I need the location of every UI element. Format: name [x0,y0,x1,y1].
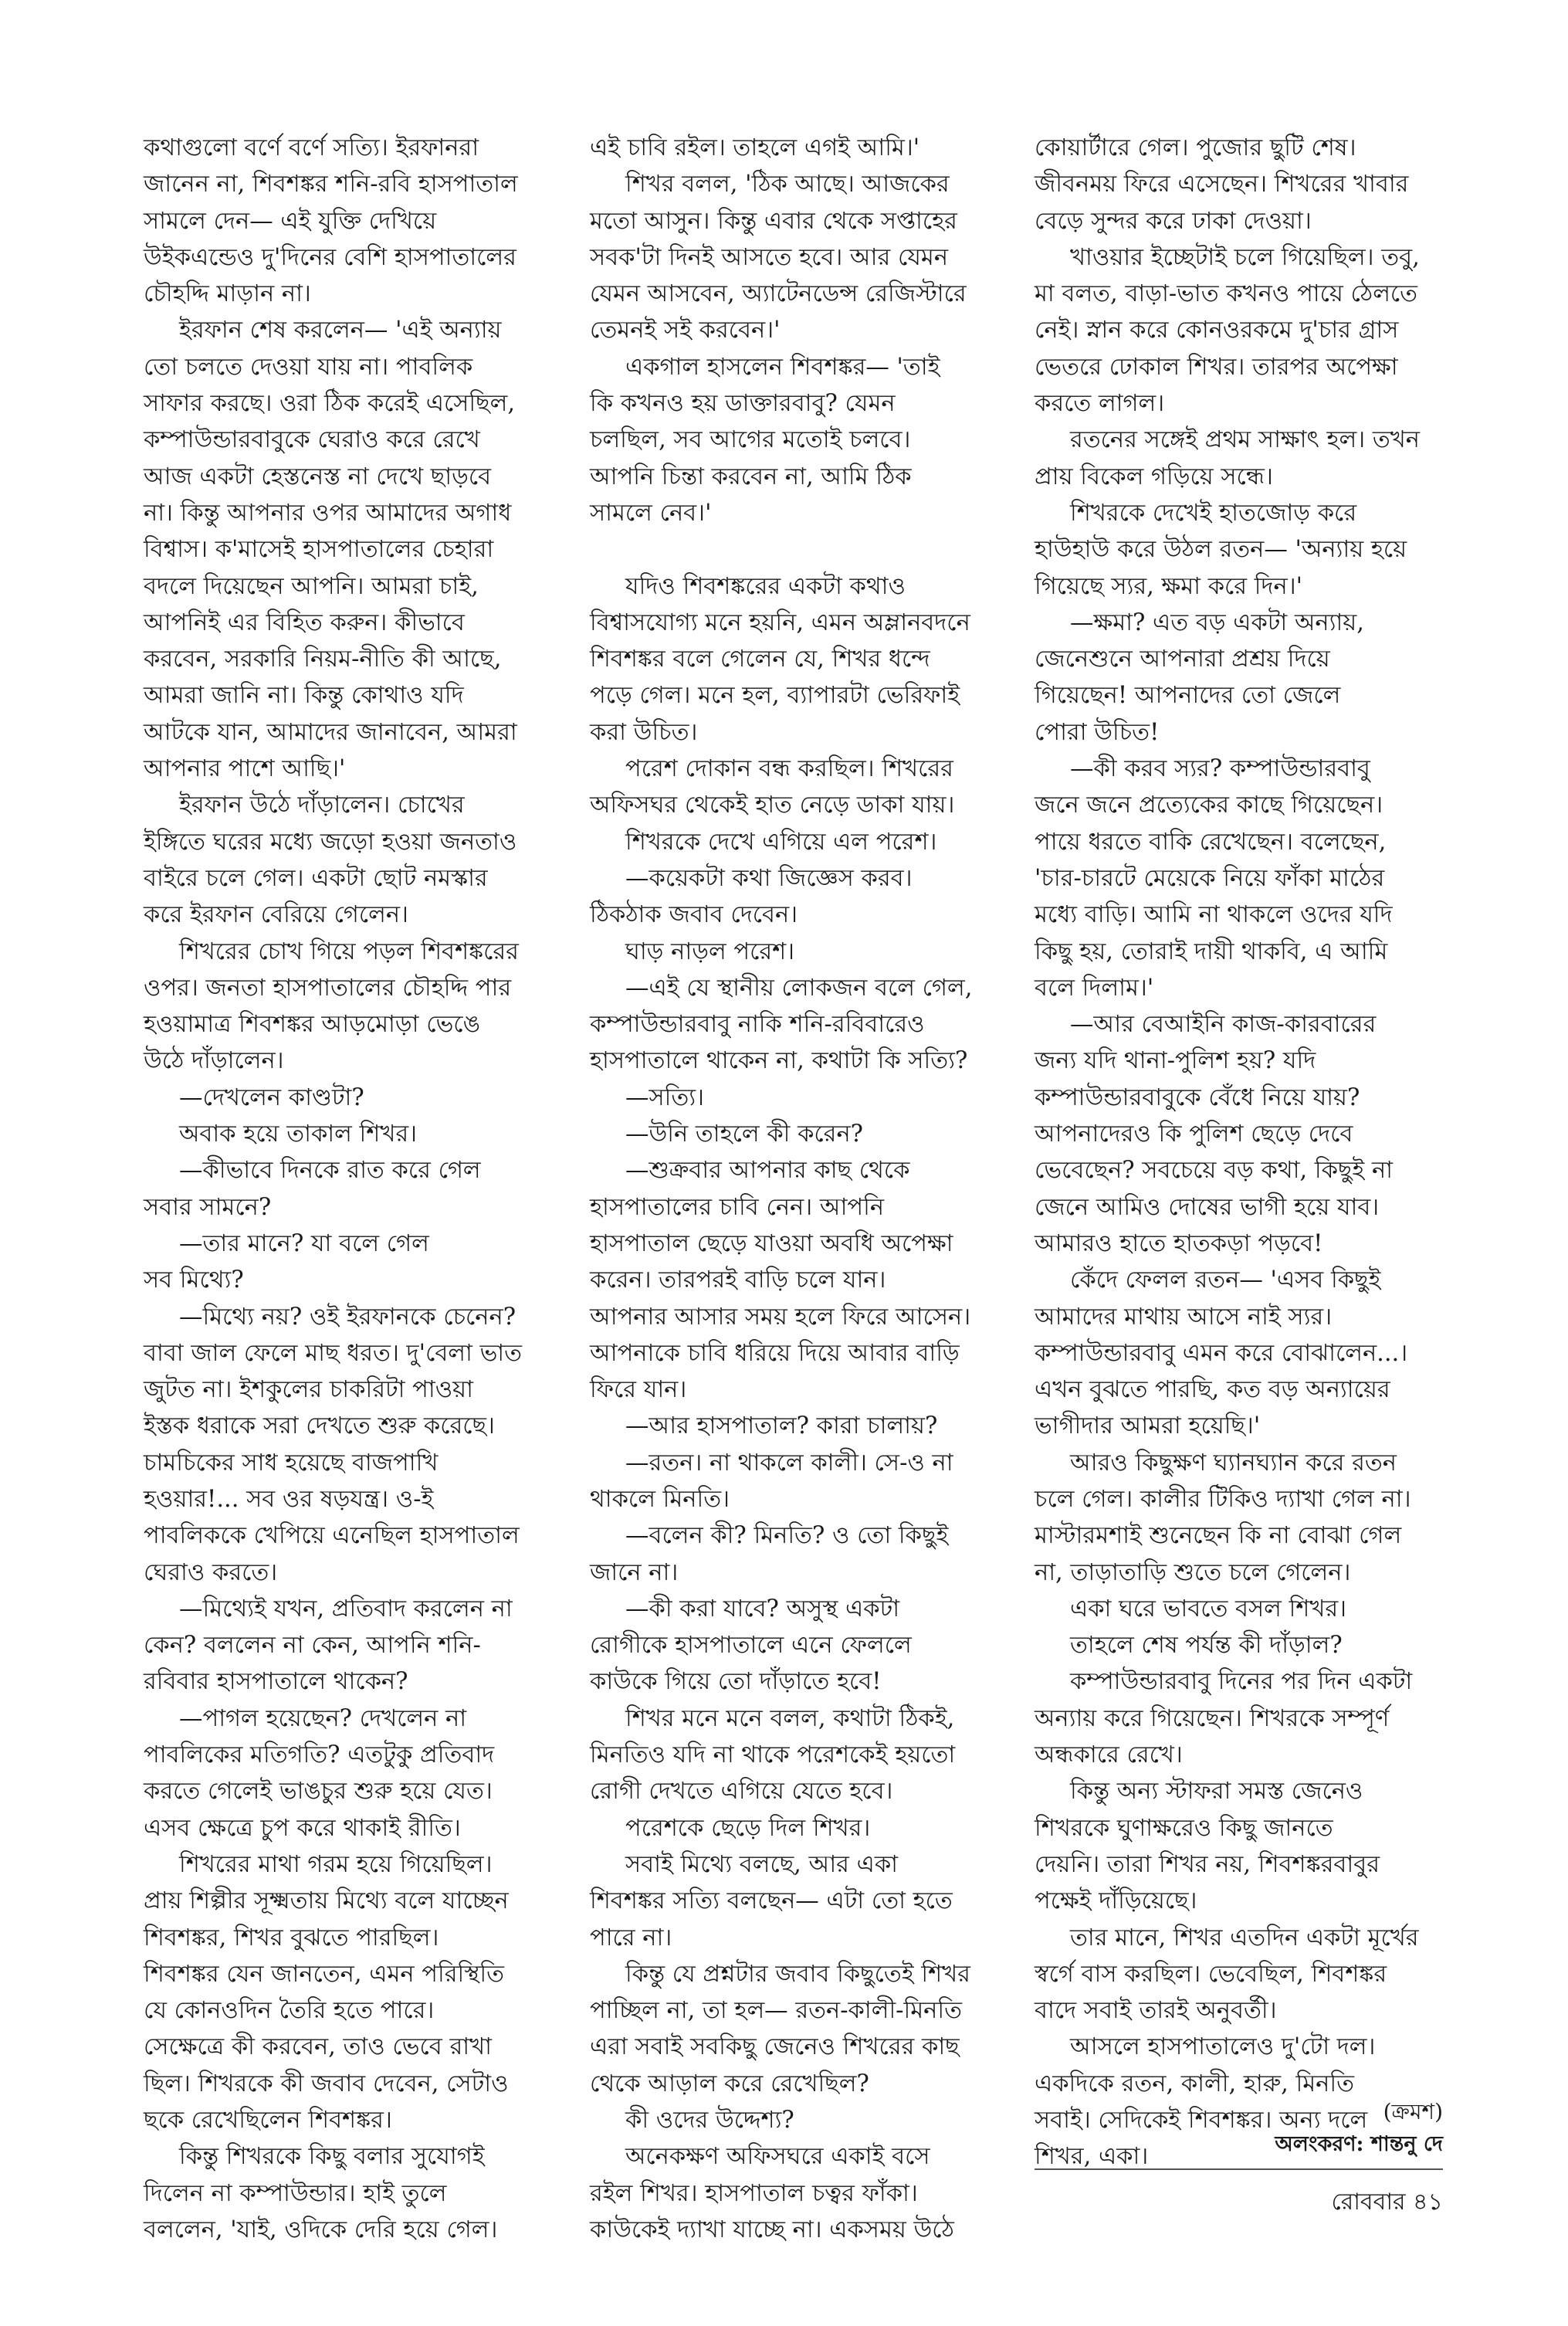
text-line: ভাগীদার আমরা হয়েছি।' [1035,1412,1261,1440]
text-line: পোরা উচিত! [1035,718,1160,746]
text-line: এই চাবি রইল। তাহলে এগই আমি।' [590,134,920,161]
text-line: শিখরের চোখ গিয়ে পড়ল শিবশঙ্করের [179,938,519,965]
text-line: —কী করব স্যর? কম্পাউন্ডারবাবু [1070,755,1370,783]
text-line: করে ইরফান বেরিয়ে গেলেন। [144,901,408,929]
text-line: সামলে নেব।' [590,499,712,527]
text-line: প্রায় বিকেল গড়িয়ে সন্ধে। [1035,463,1273,490]
text-line: পায়ে ধরতে বাকি রেখেছেন। বলেছেন, [1035,828,1387,856]
text-line: জেনে আমিও দোষের ভাগী হয়ে যাব। [1035,1193,1380,1221]
text-line: চৌহদ্দি মাড়ান না। [144,280,311,308]
text-line: কম্পাউন্ডারবাবু নাকি শনি-রবিবারেও [590,1011,925,1039]
text-line: ছকে রেখেছিলেন শিবশঙ্কর। [144,2107,392,2134]
text-line: মধ্যে বাড়ি। আমি না থাকলে ওদের যদি [1035,901,1393,929]
text-line: শিবশঙ্কর বলে গেলেন যে, শিখর ধন্দে [590,646,930,673]
text-line: নেই। স্নান করে কোনওরকমে দু'চার গ্রাস [1035,317,1399,344]
text-line: শিবশঙ্কর সত্যি বলছেন— এটা তো হতে [590,1887,953,1915]
text-line: কেঁদে ফেলল রতন— 'এসব কিছুই [1070,1266,1381,1294]
text-line: জনে জনে প্রত্যেকের কাছে গিয়েছেন। [1035,792,1383,819]
text-line: ওপর। জনতা হাসপাতালের চৌহদ্দি পার [144,974,512,1002]
text-line: দেয়নি। তারা শিখর নয়, শিবশঙ্করবাবুর [1035,1850,1380,1878]
text-line: ইরফান উঠে দাঁড়ালেন। চোখের [179,792,465,819]
text-line: —শুক্রবার আপনার কাছ থেকে [625,1157,910,1185]
text-line: ঘাড় নাড়ল পরেশ। [625,938,795,965]
text-line: পড়ে গেল। মনে হল, ব্যাপারটা ভেরিফাই [590,682,960,710]
text-line: হওয়ামাত্র শিবশঙ্কর আড়মোড়া ভেঙে [144,1011,480,1039]
text-line [590,531,1045,568]
text-line: জানেন না, শিবশঙ্কর শনি-রবি হাসপাতাল [144,171,518,198]
text-line: কথাগুলো বর্ণে বর্ণে সত্যি। ইরফানরা [144,134,479,161]
text-line: চামচিকের সাধ হয়েছে বাজপাখি [144,1449,439,1477]
text-line: ইরফান শেষ করলেন— 'এই অন্যায় [179,317,502,344]
text-line: বদলে দিয়েছেন আপনি। আমরা চাই, [144,572,479,600]
text-line: জীবনময় ফিরে এসেছেন। শিখরের খাবার [1035,171,1409,198]
text-line: বিশ্বাসযোগ্য মনে হয়নি, এমন অম্লানবদনে [590,609,970,636]
text-line: শিখরকে দেখেই হাতজোড় করে [1070,499,1357,527]
text-line: —মিথ্যেই যখন, প্রতিবাদ করলেন না [179,1595,513,1622]
text-line: পাবলিককে খেপিয়ে এনেছিল হাসপাতাল [144,1522,520,1550]
text-line: —বলেন কী? মিনতি? ও তো কিছুই [625,1522,949,1550]
text-line: সেক্ষেত্রে কী করবেন, তাও ভেবে রাখা [144,2033,492,2061]
text-line: পাচ্ছিল না, তা হল— রতন-কালী-মিনতি [590,1997,962,2025]
text-line: তেমনই সই করবেন।' [590,317,781,344]
text-line: —পাগল হয়েছেন? দেখলেন না [179,1704,467,1732]
text-line: পক্ষেই দাঁড়িয়েছে। [1035,1887,1197,1915]
text-line: কম্পাউন্ডারবাবু দিনের পর দিন একটা [1070,1668,1413,1696]
text-line: সবক'টা দিনই আসতে হবে। আর যেমন [590,243,949,271]
text-line: মাস্টারমশাই শুনেছেন কি না বোঝা গেল [1035,1522,1402,1550]
text-line: তাহলে শেষ পর্যন্ত কী দাঁড়াল? [1070,1632,1343,1660]
text-line: অন্যায় করে গিয়েছেন। শিখরকে সম্পূর্ণ [1035,1704,1390,1732]
text-line: শিবশঙ্কর যেন জানতেন, এমন পরিস্থিতি [144,1960,505,1988]
text-line: কী ওদের উদ্দেশ্য? [625,2107,794,2134]
text-line: আপনি চিন্তা করবেন না, আমি ঠিক [590,463,912,490]
text-line: রোগীকে হাসপাতালে এনে ফেললে [590,1632,912,1660]
text-line: এসব ক্ষেত্রে চুপ করে থাকাই রীতি। [144,1814,461,1842]
text-line: —কী করা যাবে? অসুস্থ একটা [625,1595,900,1622]
text-line: আমরা জানি না। কিন্তু কোথাও যদি [144,682,464,710]
text-line: বাইরে চলে গেল। একটা ছোট নমস্কার [144,864,488,892]
text-line: আপনাকে চাবি ধরিয়ে দিয়ে আবার বাড়ি [590,1339,960,1367]
text-line: না। কিন্তু আপনার ওপর আমাদের অগাধ [144,499,512,527]
text-line: তো চলতে দেওয়া যায় না। পাবলিক [144,353,473,381]
text-line: একগাল হাসলেন শিবশঙ্কর— 'তাই [625,353,940,381]
text-line: থেকে আড়াল করে রেখেছিল? [590,2070,869,2097]
text-line: অনেকক্ষণ অফিসঘরে একাই বসে [625,2143,930,2171]
text-column-3 [1035,130,1490,2175]
text-line: কেন? বললেন না কেন, আপনি শনি- [144,1632,481,1660]
text-column-2 [590,130,1045,2248]
text-line: অন্ধকারে রেখে। [1035,1741,1183,1769]
text-line: জেনেশুনে আপনারা প্রশ্রয় দিয়ে [1035,646,1330,673]
text-line: কিন্তু অন্য স্টাফরা সমস্ত জেনেও [1070,1778,1363,1806]
text-line: আসলে হাসপাতালেও দু'টো দল। [1070,2033,1376,2061]
text-line: গিয়েছে স্যর, ক্ষমা করে দিন।' [1035,572,1303,600]
text-line: আটকে যান, আমাদের জানাবেন, আমরা [144,718,517,746]
text-line: হাসপাতালে থাকেন না, কথাটা কি সত্যি? [590,1047,968,1075]
text-line: অফিসঘর থেকেই হাত নেড়ে ডাকা যায়। [590,792,955,819]
text-line: যে কোনওদিন তৈরি হতে পারে। [144,1997,435,2025]
text-line: —তার মানে? যা বলে গেল [179,1229,429,1257]
text-line: তার মানে, শিখর এতদিন একটা মূর্খের [1070,1924,1419,1951]
text-line: শিখর, একা। [1035,2143,1149,2171]
text-line: করেন। তারপরই বাড়ি চলে যান। [590,1266,886,1294]
text-line: কাউকেই দ্যাখা যাচ্ছে না। একসময় উঠে [590,2216,954,2243]
text-line: —রতন। না থাকলে কালী। সে-ও না [625,1449,953,1477]
text-line: থাকলে মিনতি। [590,1485,730,1513]
text-line: করবেন, সরকারি নিয়ম-নীতি কী আছে, [144,646,502,673]
text-line: কিন্তু শিখরকে কিছু বলার সুযোগই [179,2143,485,2171]
text-line: প্রায় শিল্পীর সূক্ষ্মতায় মিথ্যে বলে যাচ্ছেন [144,1887,509,1915]
text-line: বিশ্বাস। ক'মাসেই হাসপাতালের চেহারা [144,536,494,564]
text-line: জানে না। [590,1558,679,1586]
text-line: সবার সামনে? [144,1193,272,1221]
text-line: ফিরে যান। [590,1376,687,1404]
text-line: শিবশঙ্কর, শিখর বুঝতে পারছিল। [144,1924,439,1951]
text-line: সব মিথ্যে? [144,1266,244,1294]
text-line: —এই যে স্থানীয় লোকজন বলে গেল, [625,974,973,1002]
text-line: আপনার আসার সময় হলে ফিরে আসেন। [590,1303,971,1331]
text-line: শিখরকে দেখে এগিয়ে এল পরেশ। [625,828,937,856]
text-line: ইঙ্গিতে ঘরের মধ্যে জড়ো হওয়া জনতাও [144,828,517,856]
text-line: আমারও হাতে হাতকড়া পড়বে! [1035,1229,1323,1257]
text-line: সবাই মিথ্যে বলছে, আর একা [625,1850,898,1878]
text-line: বেড়ে সুন্দর করে ঢাকা দেওয়া। [1035,207,1312,235]
text-line: উইকএন্ডেও দু'দিনের বেশি হাসপাতালের [144,243,516,271]
text-line: রতনের সঙ্গেই প্রথম সাক্ষাৎ হল। তখন [1070,426,1420,454]
text-line: ভেতরে ঢোকাল শিখর। তারপর অপেক্ষা [1035,353,1398,381]
text-line: —উনি তাহলে কী করেন? [625,1121,863,1148]
text-line: একা ঘরে ভাবতে বসল শিখর। [1070,1595,1347,1622]
text-line: ঠিকঠাক জবাব দেবেন। [590,901,798,929]
text-line: কম্পাউন্ডারবাবুকে ঘেরাও করে রেখে [144,426,480,454]
text-line: সামলে দেন— এই যুক্তি দেখিয়ে [144,207,437,235]
text-line: রবিবার হাসপাতালে থাকেন? [144,1668,408,1696]
text-line: চলছিল, সব আগের মতোই চলবে। [590,426,911,454]
text-line: সাফার করছে। ওরা ঠিক করেই এসেছিল, [144,390,516,418]
text-line: কিন্তু যে প্রশ্নটার জবাব কিছুতেই শিখর [625,1960,970,1988]
text-line: বলে দিলাম।' [1035,974,1154,1002]
text-line: খাওয়ার ইচ্ছেটাই চলে গিয়েছিল। তবু, [1070,243,1420,271]
text-line: করতে গেলেই ভাঙচুর শুরু হয়ে যেত। [144,1778,493,1806]
text-line: আপনাদেরও কি পুলিশ ছেড়ে দেবে [1035,1121,1353,1148]
text-line: আজ একটা হেস্তনেস্ত না দেখে ছাড়বে [144,463,492,490]
text-line: বললেন, 'যাই, ওদিকে দেরি হয়ে গেল। [144,2216,498,2243]
text-line: করা উচিত। [590,718,698,746]
text-line: —ক্ষমা? এত বড় একটা অন্যায়, [1070,609,1364,636]
text-line: আমাদের মাথায় আসে নাই স্যর। [1035,1303,1333,1331]
text-line: শিখরের মাথা গরম হয়ে গিয়েছিল। [179,1850,493,1878]
text-line: —আর হাসপাতাল? কারা চালায়? [625,1412,938,1440]
text-line: বাবা জাল ফেলে মাছ ধরত। দু'বেলা ভাত [144,1339,523,1367]
text-line: শিখরকে ঘুণাক্ষরেও কিছু জানতে [1035,1814,1333,1842]
text-line: সবাই। সেদিকেই শিবশঙ্কর। অন্য দলে [1035,2107,1368,2134]
text-line: না, তাড়াতাড়ি শুতে চলে গেলেন। [1035,1558,1351,1586]
text-line: এখন বুঝতে পারছি, কত বড় অন্যায়ের [1035,1376,1390,1404]
text-line: পাবলিকের মতিগতি? এতটুকু প্রতিবাদ [144,1741,495,1769]
text-line: যেমন আসবেন, অ্যাটেনডেন্স রেজিস্টারে [590,280,967,308]
text-line: হাউহাউ করে উঠল রতন— 'অন্যায় হয়ে [1035,536,1407,564]
text-line: এরা সবাই সবকিছু জেনেও শিখরের কাছ [590,2033,960,2061]
text-line: উঠে দাঁড়ালেন। [144,1047,284,1075]
text-line: শিখর মনে মনে বলল, কথাটা ঠিকই, [625,1704,955,1732]
text-line: আরও কিছুক্ষণ ঘ্যানঘ্যান করে রতন [1070,1449,1397,1477]
text-line: মা বলত, বাড়া-ভাত কখনও পায়ে ঠেলতে [1035,280,1418,308]
text-line: কাউকে গিয়ে তো দাঁড়াতে হবে! [590,1668,882,1696]
illustration-credit: অলংকরণ: শান্তনু দে [1275,2132,1443,2156]
text-line: রইল শিখর। হাসপাতাল চত্বর ফাঁকা। [590,2179,918,2207]
text-line: অবাক হয়ে তাকাল শিখর। [179,1121,418,1148]
text-line: —সত্যি। [625,1083,705,1111]
text-line: ভেবেছেন? সবচেয়ে বড় কথা, কিছুই না [1035,1157,1394,1185]
text-line: হাসপাতাল ছেড়ে যাওয়া অবধি অপেক্ষা [590,1229,953,1257]
text-line: পরেশ দোকান বন্ধ করছিল। শিখরের [625,755,953,783]
text-line: রোগী দেখতে এগিয়ে যেতে হবে। [590,1778,893,1806]
text-line: কোয়ার্টারে গেল। পুজোর ছুটি শেষ। [1035,134,1356,161]
text-line: বাদে সবাই তারই অনুবর্তী। [1035,1997,1277,2025]
text-line: দিলেন না কম্পাউন্ডার। হাই তুলে [144,2179,447,2207]
text-line: কম্পাউন্ডারবাবুকে বেঁধে নিয়ে যায়? [1035,1083,1360,1111]
text-line: স্বর্গে বাস করছিল। ভেবেছিল, শিবশঙ্কর [1035,1960,1387,1988]
page-folio: রোববার ৪১ [1331,2189,1443,2216]
text-line: কি কখনও হয় ডাক্তারবাবু? যেমন [590,390,896,418]
text-line: —কয়েকটা কথা জিজ্ঞেস করব। [625,864,913,892]
text-line: ছিল। শিখরকে কী জবাব দেবেন, সেটাও [144,2070,509,2097]
text-line: যদিও শিবশঙ্করের একটা কথাও [625,572,906,600]
text-line: আপনিই এর বিহিত করুন। কীভাবে [144,609,465,636]
text-line: মতো আসুন। কিন্তু এবার থেকে সপ্তাহের [590,207,957,235]
text-line: আপনার পাশে আছি।' [144,755,346,783]
text-line: —মিথ্যে নয়? ওই ইরফানকে চেনেন? [179,1303,516,1331]
text-line: —আর বেআইনি কাজ-কারবারের [1070,1011,1377,1039]
text-line: জন্য যদি থানা-পুলিশ হয়? যদি [1035,1047,1316,1075]
text-line: একদিকে রতন, কালী, হারু, মিনতি [1035,2070,1354,2097]
text-line: হওয়ার!... সব ওর ষড়যন্ত্র। ও-ই [144,1485,434,1513]
text-line: ইস্তক ধরাকে সরা দেখতে শুরু করেছে। [144,1412,495,1440]
to-be-continued-label: (ক্রমশ) [1383,2099,1443,2124]
text-line: করতে লাগল। [1035,390,1165,418]
text-line: চলে গেল। কালীর টিকিও দ্যাখা গেল না। [1035,1485,1411,1513]
text-line: কিছু হয়, তোরাই দায়ী থাকবি, এ আমি [1035,938,1388,965]
text-line: পারে না। [590,1924,672,1951]
text-line: ঘেরাও করতে। [144,1558,278,1586]
text-line: মিনতিও যদি না থাকে পরেশকেই হয়তো [590,1741,956,1769]
text-line: শিখর বলল, 'ঠিক আছে। আজকের [625,171,950,198]
text-column-1 [144,130,599,2248]
text-line: 'চার-চারটে মেয়েকে নিয়ে ফাঁকা মাঠের [1035,864,1385,892]
text-line: —কীভাবে দিনকে রাত করে গেল [179,1157,481,1185]
text-line: গিয়েছেন! আপনাদের তো জেলে [1035,682,1341,710]
text-line: জুটত না। ইশকুলের চাকরিটা পাওয়া [144,1376,473,1404]
text-line: পরেশকে ছেড়ে দিল শিখর। [625,1814,871,1842]
text-line: —দেখলেন কাণ্ডটা? [179,1083,364,1111]
text-line: কম্পাউন্ডারবাবু এমন করে বোঝালেন...। [1035,1339,1408,1367]
footer-divider [1035,2168,1443,2170]
text-line: হাসপাতালের চাবি নেন। আপনি [590,1193,885,1221]
